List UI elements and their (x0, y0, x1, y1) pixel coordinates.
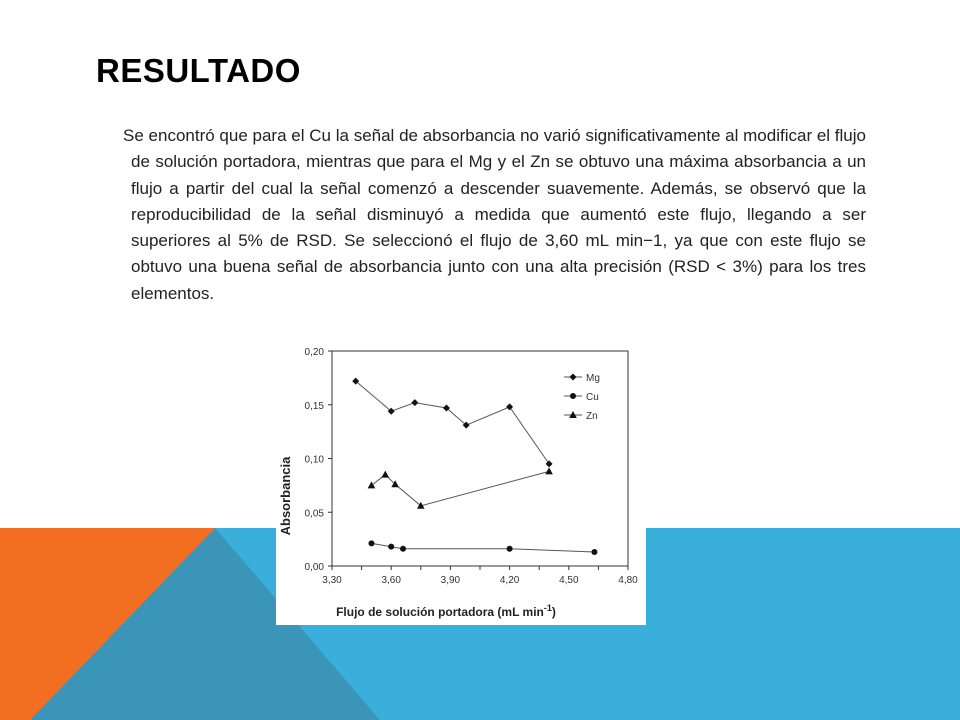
data-point-zn (381, 471, 389, 478)
x-tick-label: 3,60 (381, 575, 401, 586)
y-tick-label: 0,15 (304, 400, 324, 412)
x-tick-label: 3,90 (440, 575, 461, 586)
data-point-zn (368, 481, 376, 488)
data-point-cu (507, 546, 513, 552)
x-tick-label: 4,50 (559, 575, 579, 586)
data-point-mg (506, 403, 513, 410)
x-tick-label: 3,30 (322, 575, 342, 586)
y-tick-label: 0,05 (304, 508, 324, 520)
legend-label-mg: Mg (586, 373, 600, 384)
data-point-cu (368, 540, 374, 546)
data-point-mg (546, 460, 553, 467)
y-axis-label: Absorbancia (278, 456, 293, 536)
data-point-mg (411, 399, 418, 406)
y-tick-label: 0,10 (304, 454, 324, 466)
absorbance-chart (276, 334, 646, 625)
data-point-cu (591, 549, 597, 555)
chart-legend (564, 373, 600, 422)
data-point-cu (400, 546, 406, 552)
x-tick-label: 4,20 (499, 575, 520, 586)
x-axis-label-sup: -1 (543, 603, 552, 613)
legend-marker-mg (570, 374, 577, 381)
legend-label-cu: Cu (586, 392, 599, 403)
x-tick-label: 4,80 (618, 575, 638, 586)
plot-area-frame (332, 351, 628, 566)
results-paragraph: Se encontró que para el Cu la señal de absorbancia no varió significativamente al modificar el flujo de solución portadora, mientras que para el Mg y el Zn se obtuvo una máxima absorbancia a un flujo a partir del cual la señal comenzó a descender suavemente. Además, se observó que la reproducibilidad de la señal disminuyó a medida que aumentó este flujo, llegando a ser superiores al 5% de RSD. Se seleccionó el flujo de 3,60 mL min−1, ya que con este flujo se obtuvo una buena señal de absorbancia junto con una alta precisión (RSD < 3%) para los tres elementos. (123, 126, 866, 303)
series-line-zn (372, 471, 550, 505)
legend-marker-cu (570, 393, 576, 399)
y-tick-label: 0,20 (304, 347, 324, 358)
chart-series (352, 378, 597, 555)
data-point-zn (545, 467, 553, 474)
x-axis-label-main: Flujo de solución portadora (mL min (336, 605, 544, 619)
x-axis-label (336, 603, 556, 619)
series-line-mg (356, 381, 549, 464)
slide-title: RESULTADO (96, 52, 301, 89)
legend-label-zn: Zn (586, 411, 598, 422)
data-point-cu (388, 544, 394, 550)
y-tick-label: 0,00 (304, 562, 324, 573)
absorbance-chart-svg (276, 334, 646, 625)
x-axis-label-end: ) (551, 605, 556, 619)
